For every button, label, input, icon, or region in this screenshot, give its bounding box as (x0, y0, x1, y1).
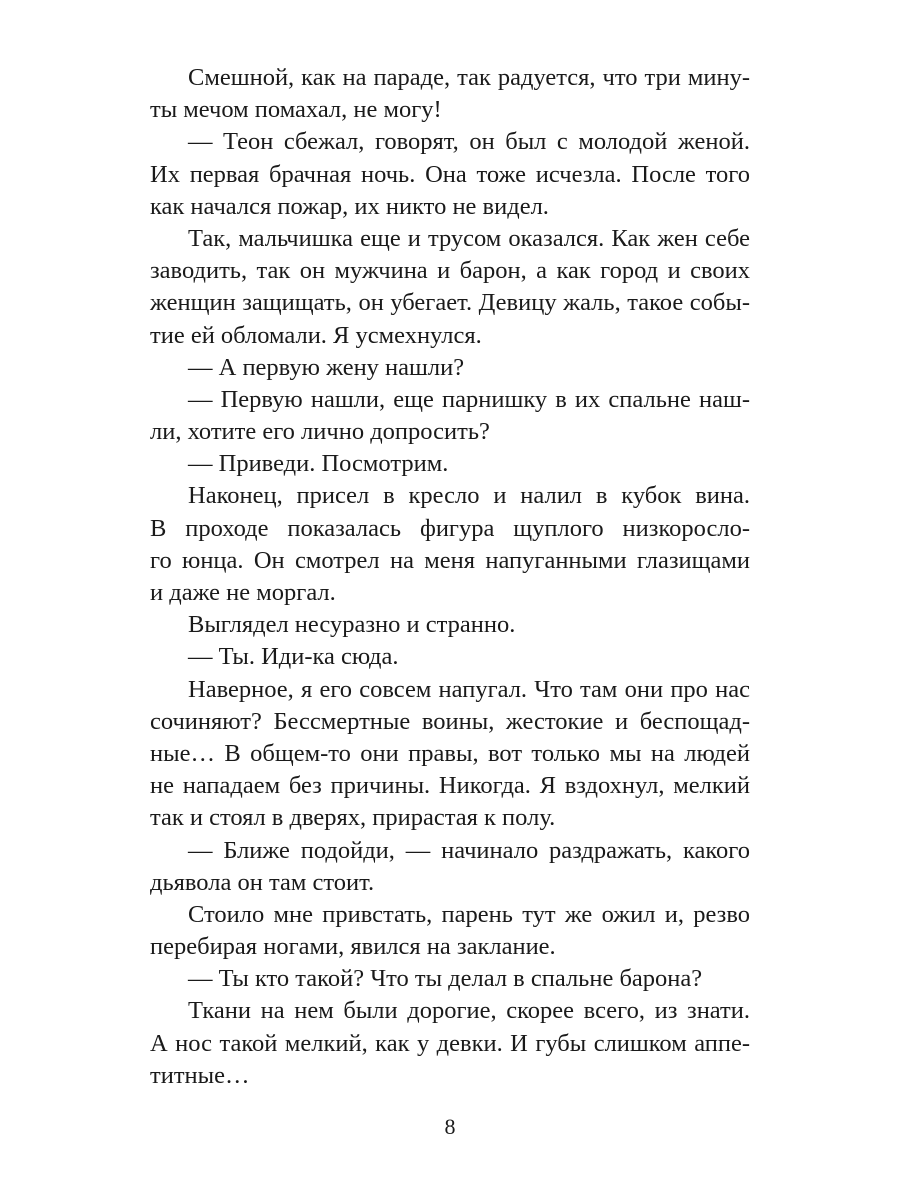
text-line: и даже не моргал. (150, 579, 336, 606)
text-line: сочиняют? Бессмертные воины, жестокие и беспощад- (150, 707, 750, 735)
text-line: — Ближе подойди, — начинало раздражать, какого (188, 836, 750, 864)
text-line: — Приведи. Посмотрим. (188, 450, 449, 478)
text-line: Наверное, я его совсем напугал. Что там они про нас (188, 675, 750, 703)
text-line: дьявола он там стоит. (150, 868, 375, 896)
book-page (150, 62, 750, 1102)
text-line: тие ей обломали. Я усмехнулся. (150, 321, 482, 349)
text-line: как начался пожар, их никто не видел. (150, 192, 549, 220)
text-line: В проходе показалась фигура щуплого низкоросло- (150, 514, 750, 542)
text-line: Смешной, как на параде, так радуется, что три мину- (188, 64, 750, 91)
text-line: Стоило мне привстать, парень тут же ожил и, резво (188, 900, 750, 928)
text-line: — Ты кто такой? Что ты делал в спальне барона? (188, 965, 703, 993)
text-line: не нападаем без причины. Никогда. Я вздохнул, мелкий (150, 772, 750, 800)
text-line: ные… В общем-то они правы, вот только мы на людей (150, 739, 750, 767)
text-line: го юнца. Он смотрел на меня напуганными глазищами (150, 546, 750, 574)
text-line: заводить, так он мужчина и барон, а как город и своих (150, 257, 750, 285)
text-line: — А первую жену нашли? (188, 353, 465, 381)
text-line: — Теон сбежал, говорят, он был с молодой женой. (188, 128, 750, 156)
text-line: Их первая брачная ночь. Она тоже исчезла. После того (150, 160, 750, 188)
text-line: Наконец, присел в кресло и налил в кубок вина. (188, 482, 750, 510)
text-line: так и стоял в дверях, прирастая к полу. (150, 804, 556, 832)
text-line: женщин защищать, он убегает. Девицу жаль, такое собы- (150, 289, 750, 317)
text-line: Так, мальчишка еще и трусом оказался. Как жен себе (188, 224, 750, 252)
text-line: Выглядел несуразно и странно. (188, 611, 516, 639)
text-line: А нос такой мелкий, как у девки. И губы слишком аппе- (150, 1029, 750, 1057)
page-number: 8 (444, 1114, 456, 1139)
text-line: — Первую нашли, еще парнишку в их спальне наш- (188, 385, 750, 413)
text-line: — Ты. Иди-ка сюда. (188, 643, 399, 671)
body-text (150, 62, 750, 1092)
text-line: ли, хотите его лично допросить? (150, 418, 490, 446)
text-line: перебирая ногами, явился на заклание. (150, 933, 556, 961)
text-line: титные… (150, 1061, 250, 1089)
text-line: Ткани на нем были дорогие, скорее всего, из знати. (188, 997, 750, 1025)
text-line: ты мечом помахал, не могу! (150, 96, 442, 124)
